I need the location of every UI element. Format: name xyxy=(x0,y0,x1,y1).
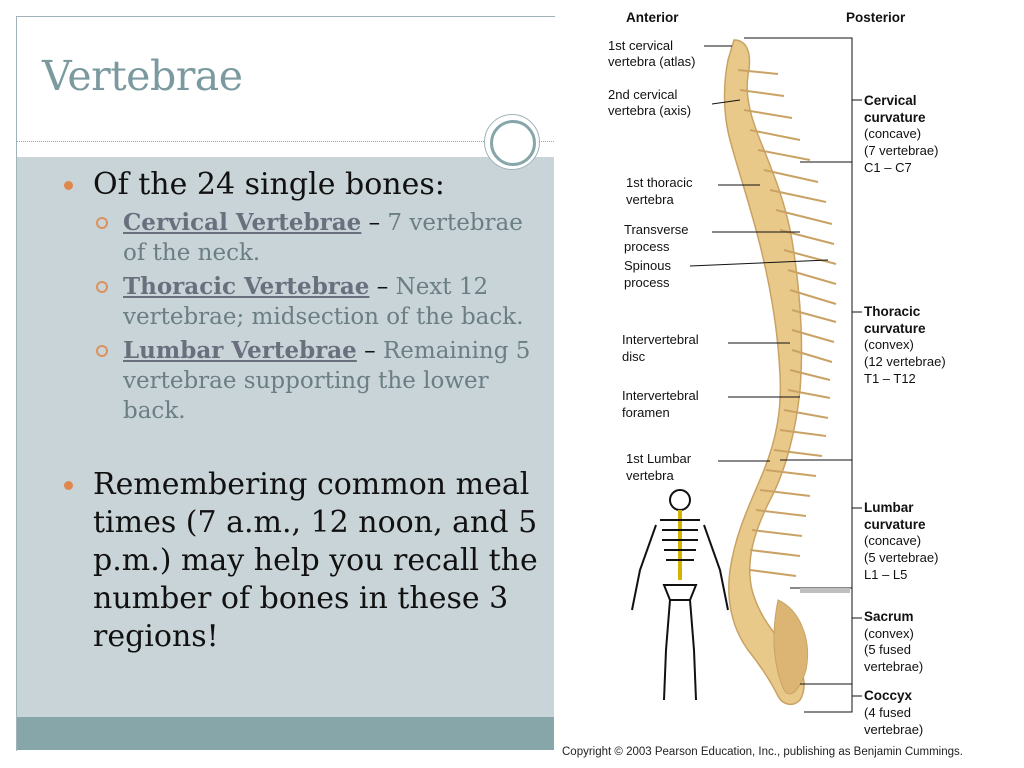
cervical-link[interactable]: Cervical Vertebrae xyxy=(123,209,362,236)
atlas-label-1: 1st cervical xyxy=(608,38,674,53)
sub-bullet-dash: – xyxy=(356,338,383,364)
sacrum-type: (convex) xyxy=(864,626,914,641)
sacrum-vertebrae: vertebrae) xyxy=(864,659,924,674)
thoracic1-label-1: 1st thoracic xyxy=(626,175,693,190)
spinous-label-2: process xyxy=(624,275,670,290)
thoracic-link[interactable]: Thoracic Vertebrae xyxy=(123,273,370,300)
sub-bullet-dash: – xyxy=(369,274,396,300)
sub-bullet-dash: – xyxy=(361,210,388,236)
sacrum-title: Sacrum xyxy=(864,609,914,624)
sub-bullet-item xyxy=(60,336,540,426)
sub-bullet-ring-icon xyxy=(96,345,108,357)
slide-title: Vertebrae xyxy=(42,52,243,100)
foramen-label-2: foramen xyxy=(622,405,670,420)
foramen-label-1: Intervertebral xyxy=(622,388,699,403)
lumbar1-label-2: vertebra xyxy=(626,468,674,483)
thoracic-curvature-title-2: curvature xyxy=(864,321,926,336)
thoracic-type: (convex) xyxy=(864,337,914,352)
axis-label-1: 2nd cervical xyxy=(608,87,678,102)
bullet-dot-icon xyxy=(64,181,73,190)
sub-bullet-text: Next 12 vertebrae; midsection of the back. xyxy=(123,274,524,330)
lumbar-range: L1 – L5 xyxy=(864,567,908,582)
coccyx-fused: (4 fused xyxy=(864,705,911,720)
disc-label-2: disc xyxy=(622,349,646,364)
posterior-label: Posterior xyxy=(846,10,906,25)
thoracic-range: T1 – T12 xyxy=(864,371,916,386)
coccyx-vertebrae: vertebrae) xyxy=(864,722,924,737)
cervical-curvature-title-2: curvature xyxy=(864,110,926,125)
coccyx-title: Coccyx xyxy=(864,688,913,703)
bullet-dot-icon xyxy=(64,481,73,490)
copyright-notice: Copyright © 2003 Pearson Education, Inc., publishing as Benjamin Cummings. xyxy=(562,746,963,758)
atlas-label-2: vertebra (atlas) xyxy=(608,54,696,69)
title-divider xyxy=(17,141,554,142)
anterior-label: Anterior xyxy=(626,10,679,25)
transverse-label-2: process xyxy=(624,239,670,254)
bullet-item xyxy=(60,166,540,204)
cervical-range: C1 – C7 xyxy=(864,160,912,175)
thoracic-curvature-title: Thoracic xyxy=(864,304,921,319)
cervical-curvature-title: Cervical xyxy=(864,93,917,108)
bullet-text: Of the 24 single bones: xyxy=(93,167,445,202)
sub-bullet-item xyxy=(60,272,540,332)
lumbar-curvature-title: Lumbar xyxy=(864,500,914,515)
sacrum-fused: (5 fused xyxy=(864,642,911,657)
decorative-ring-icon xyxy=(490,120,536,166)
sub-bullet-ring-icon xyxy=(96,281,108,293)
sub-bullet-text: Remaining 5 vertebrae supporting the lower back. xyxy=(123,338,531,424)
sub-bullet-text: 7 vertebrae of the neck. xyxy=(123,210,523,266)
disc-label-1: Intervertebral xyxy=(622,332,699,347)
vertebral-column-illustration xyxy=(725,40,837,704)
bullet-item xyxy=(60,466,540,656)
footer-band xyxy=(17,717,554,750)
lumbar-curvature-title-2: curvature xyxy=(864,517,926,532)
lumbar-link[interactable]: Lumbar Vertebrae xyxy=(123,337,357,364)
spine-diagram xyxy=(556,0,1024,768)
axis-label-2: vertebra (axis) xyxy=(608,103,692,118)
transverse-label-1: Transverse xyxy=(624,222,689,237)
cervical-count: (7 vertebrae) xyxy=(864,143,939,158)
thoracic-count: (12 vertebrae) xyxy=(864,354,946,369)
bullet-text: Remembering common meal times (7 a.m., 12 noon, and 5 p.m.) may help you recall the number of bones in these 3 regions! xyxy=(93,467,538,654)
spinous-label-1: Spinous xyxy=(624,258,671,273)
cervical-type: (concave) xyxy=(864,126,922,141)
lumbar-type: (concave) xyxy=(864,533,922,548)
sub-bullet-ring-icon xyxy=(96,217,108,229)
bullet-list xyxy=(60,166,540,656)
skeleton-figure-icon xyxy=(632,490,728,700)
thoracic1-label-2: vertebra xyxy=(626,192,674,207)
lumbar1-label-1: 1st Lumbar xyxy=(626,451,692,466)
sub-bullet-item xyxy=(60,208,540,268)
lumbar-count: (5 vertebrae) xyxy=(864,550,939,565)
